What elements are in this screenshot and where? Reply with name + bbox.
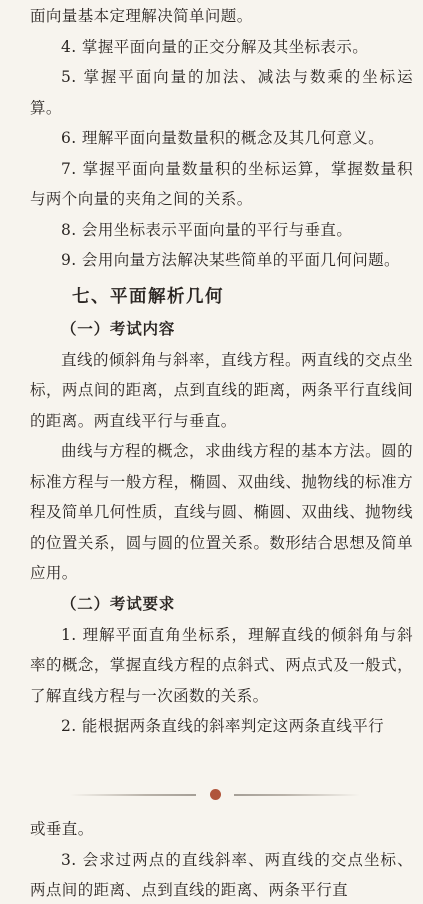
paragraph-continuation: 面向量基本定理解决简单问题。 xyxy=(30,7,253,25)
content-paragraph-1: 直线的倾斜角与斜率，直线方程。两直线的交点坐标，两点间的距离，点到直线的距离，两条平行直线间的距离。两直线平行与垂直。 xyxy=(30,350,413,430)
requirement-item-9: 9. 会用向量方法解决某些简单的平面几何问题。 xyxy=(61,251,400,269)
divider-line-right xyxy=(234,794,360,796)
main-text-block xyxy=(30,1,413,742)
requirement-item-8: 8. 会用坐标表示平面向量的平行与垂直。 xyxy=(61,220,353,239)
continued-text-block xyxy=(30,814,413,904)
subsection-title-content: （一）考试内容 xyxy=(61,319,176,338)
subsection-title-requirements: （二）考试要求 xyxy=(61,594,176,613)
divider-line-left xyxy=(70,794,196,796)
requirement-item-3: 3. 会求过两点的直线斜率、两直线的交点坐标、两点间的距离、点到直线的距离、两条平行直 xyxy=(30,850,413,899)
requirement-item-7: 7. 掌握平面向量数量积的坐标运算，掌握数量积与两个向量的夹角之间的关系。 xyxy=(30,159,413,208)
divider-dot xyxy=(210,789,221,800)
requirement-item-2-second-part: 或垂直。 xyxy=(30,820,94,838)
requirement-item-1: 1. 理解平面直角坐标系，理解直线的倾斜角与斜率的概念，掌握直线方程的点斜式、两点式及一般式，了解直线方程与一次函数的关系。 xyxy=(30,625,413,705)
requirement-item-6: 6. 理解平面向量数量积的概念及其几何意义。 xyxy=(61,129,385,147)
page-break-divider xyxy=(70,787,360,803)
content-paragraph-2: 曲线与方程的概念，求曲线方程的基本方法。圆的标准方程与一般方程，椭圆、双曲线、抛物线的标准方程及简单几何性质，直线与圆、椭圆、双曲线、抛物线的位置关系，圆与圆的位置关系。数形结合思想及简单应用。 xyxy=(30,442,413,582)
requirement-item-4: 4. 掌握平面向量的正交分解及其坐标表示。 xyxy=(61,37,369,56)
requirement-item-5: 5. 掌握平面向量的加法、减法与数乘的坐标运算。 xyxy=(30,68,413,117)
requirement-item-2-first-part: 2. 能根据两条直线的斜率判定这两条直线平行 xyxy=(61,717,385,735)
section-title: 七、平面解析几何 xyxy=(72,286,224,307)
